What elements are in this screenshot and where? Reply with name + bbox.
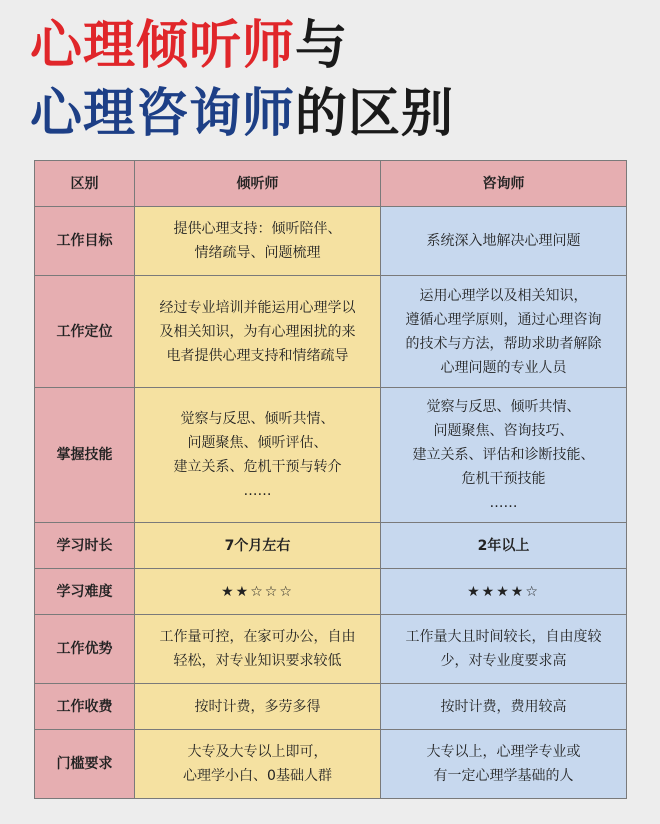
listener-work-goal: 提供心理支持：倾听陪伴、 情绪疏导、问题梳理 [135,207,381,276]
counselor-requirements: 大专以上，心理学专业或 有一定心理学基础的人 [381,730,627,799]
comparison-table [34,160,627,799]
counselor-study-duration: 2年以上 [381,523,627,569]
table-row [35,388,627,523]
listener-difficulty-stars: ★★☆☆☆ [135,569,381,615]
header-counselor: 咨询师 [381,161,627,207]
counselor-skills: 觉察与反思、倾听共情、 问题聚焦、咨询技巧、 建立关系、评估和诊断技能、 危机干预技能 …… [381,388,627,523]
row-label-difficulty: 学习难度 [35,569,135,615]
header-difference: 区别 [35,161,135,207]
table-row [35,730,627,799]
row-label-work-position: 工作定位 [35,276,135,388]
listener-fees: 按时计费，多劳多得 [135,684,381,730]
table-row [35,569,627,615]
listener-work-position: 经过专业培训并能运用心理学以 及相关知识，为有心理困扰的来 电者提供心理支持和情绪疏导 [135,276,381,388]
counselor-fees: 按时计费，费用较高 [381,684,627,730]
title-counselor: 心理咨询师 [30,84,296,144]
counselor-work-position: 运用心理学以及相关知识， 遵循心理学原则，通过心理咨询 的技术与方法，帮助求助者解除 心理问题的专业人员 [381,276,627,388]
listener-study-duration: 7个月左右 [135,523,381,569]
table-row [35,615,627,684]
title-line-2 [30,84,455,144]
counselor-difficulty-stars: ★★★★☆ [381,569,627,615]
table-row [35,276,627,388]
row-label-study-duration: 学习时长 [35,523,135,569]
row-label-skills: 掌握技能 [35,388,135,523]
listener-advantages: 工作量可控，在家可办公，自由 轻松，对专业知识要求较低 [135,615,381,684]
row-label-advantages: 工作优势 [35,615,135,684]
title-difference: 的区别 [295,84,455,144]
title-listener: 心理倾听师 [30,16,296,76]
row-label-requirements: 门槛要求 [35,730,135,799]
table-row [35,207,627,276]
counselor-advantages: 工作量大且时间较长，自由度较 少，对专业度要求高 [381,615,627,684]
header-listener: 倾听师 [135,161,381,207]
row-label-work-goal: 工作目标 [35,207,135,276]
listener-requirements: 大专及大专以上即可， 心理学小白、0基础人群 [135,730,381,799]
table-row [35,523,627,569]
row-label-fees: 工作收费 [35,684,135,730]
table-header-row [35,161,627,207]
table-row [35,684,627,730]
counselor-work-goal: 系统深入地解决心理问题 [381,207,627,276]
title-line-1 [30,16,349,76]
listener-skills: 觉察与反思、倾听共情、 问题聚焦、倾听评估、 建立关系、危机干预与转介 …… [135,388,381,523]
title-and: 与 [295,16,349,76]
